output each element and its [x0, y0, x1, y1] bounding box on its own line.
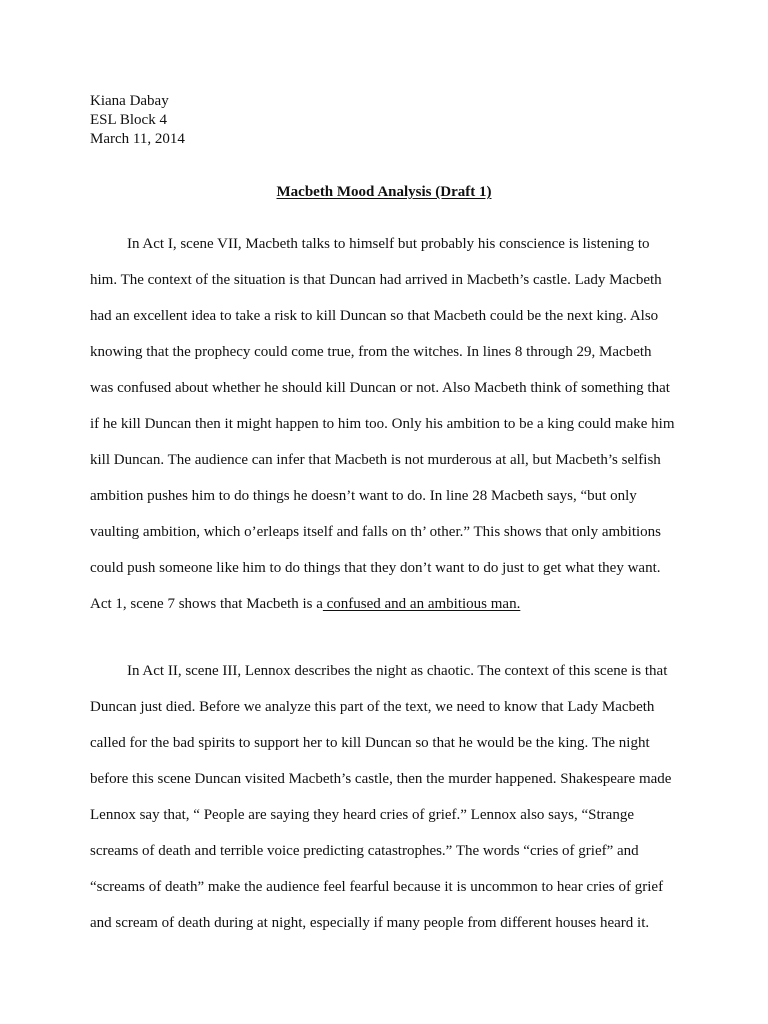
paragraph-line: if he kill Duncan then it might happen to him too. Only his ambition to be a king could make him	[90, 416, 675, 432]
paragraph-line: “screams of death” make the audience feel fearful because it is uncommon to hear cries of grief	[90, 879, 664, 895]
paragraph-line: could push someone like him to do things that they don’t want to do just to get what they want.	[90, 560, 661, 576]
paragraph-line: was confused about whether he should kill Duncan or not. Also Macbeth think of something that	[90, 380, 670, 396]
paragraph-line: him. The context of the situation is that Duncan had arrived in Macbeth’s castle. Lady Macbeth	[90, 272, 662, 288]
paragraph-line: and scream of death during at night, especially if many people from different houses heard it.	[90, 915, 650, 931]
paragraph-line: ambition pushes him to do things he doesn’t want to do. In line 28 Macbeth says, “but only	[90, 488, 637, 504]
document-date: March 11, 2014	[90, 131, 185, 147]
underlined-phrase: confused and an ambitious man.	[322, 596, 521, 612]
paragraph-line: had an excellent idea to take a risk to kill Duncan so that Macbeth could be the next king. Also	[90, 308, 659, 324]
paragraph-line: before this scene Duncan visited Macbeth’s castle, then the murder happened. Shakespeare made	[90, 771, 672, 787]
paragraph-1	[90, 226, 690, 622]
class-block: ESL Block 4	[90, 112, 167, 128]
paragraph-line: Duncan just died. Before we analyze this part of the text, we need to know that Lady Macbeth	[90, 699, 655, 715]
paragraph-line: In Act II, scene III, Lennox describes the night as chaotic. The context of this scene is that	[127, 663, 668, 679]
paragraph-line: screams of death and terrible voice predicting catastrophes.” The words “cries of grief” and	[90, 843, 639, 859]
paragraph-line: called for the bad spirits to support her to kill Duncan so that he would be the king. The night	[90, 735, 650, 751]
paragraph-2	[90, 653, 690, 941]
paragraph-line: In Act I, scene VII, Macbeth talks to himself but probably his conscience is listening to	[127, 236, 650, 252]
paragraph-last-line	[90, 586, 690, 622]
paragraph-line: kill Duncan. The audience can infer that Macbeth is not murderous at all, but Macbeth’s selfish	[90, 452, 661, 468]
paragraph-line: vaulting ambition, which o’erleaps itself and falls on th’ other.” This shows that only ambitions	[90, 524, 662, 540]
paragraph-line: Lennox say that, “ People are saying they heard cries of grief.” Lennox also says, “Strange	[90, 807, 634, 823]
document-header	[90, 92, 185, 149]
document-title-text: Macbeth Mood Analysis (Draft 1)	[276, 184, 492, 200]
paragraph-line: knowing that the prophecy could come true, from the witches. In lines 8 through 29, Macbeth	[90, 344, 652, 360]
document-title	[0, 183, 768, 202]
author-name: Kiana Dabay	[90, 93, 169, 109]
last-line-prefix: Act 1, scene 7 shows that Macbeth is a	[90, 596, 323, 612]
